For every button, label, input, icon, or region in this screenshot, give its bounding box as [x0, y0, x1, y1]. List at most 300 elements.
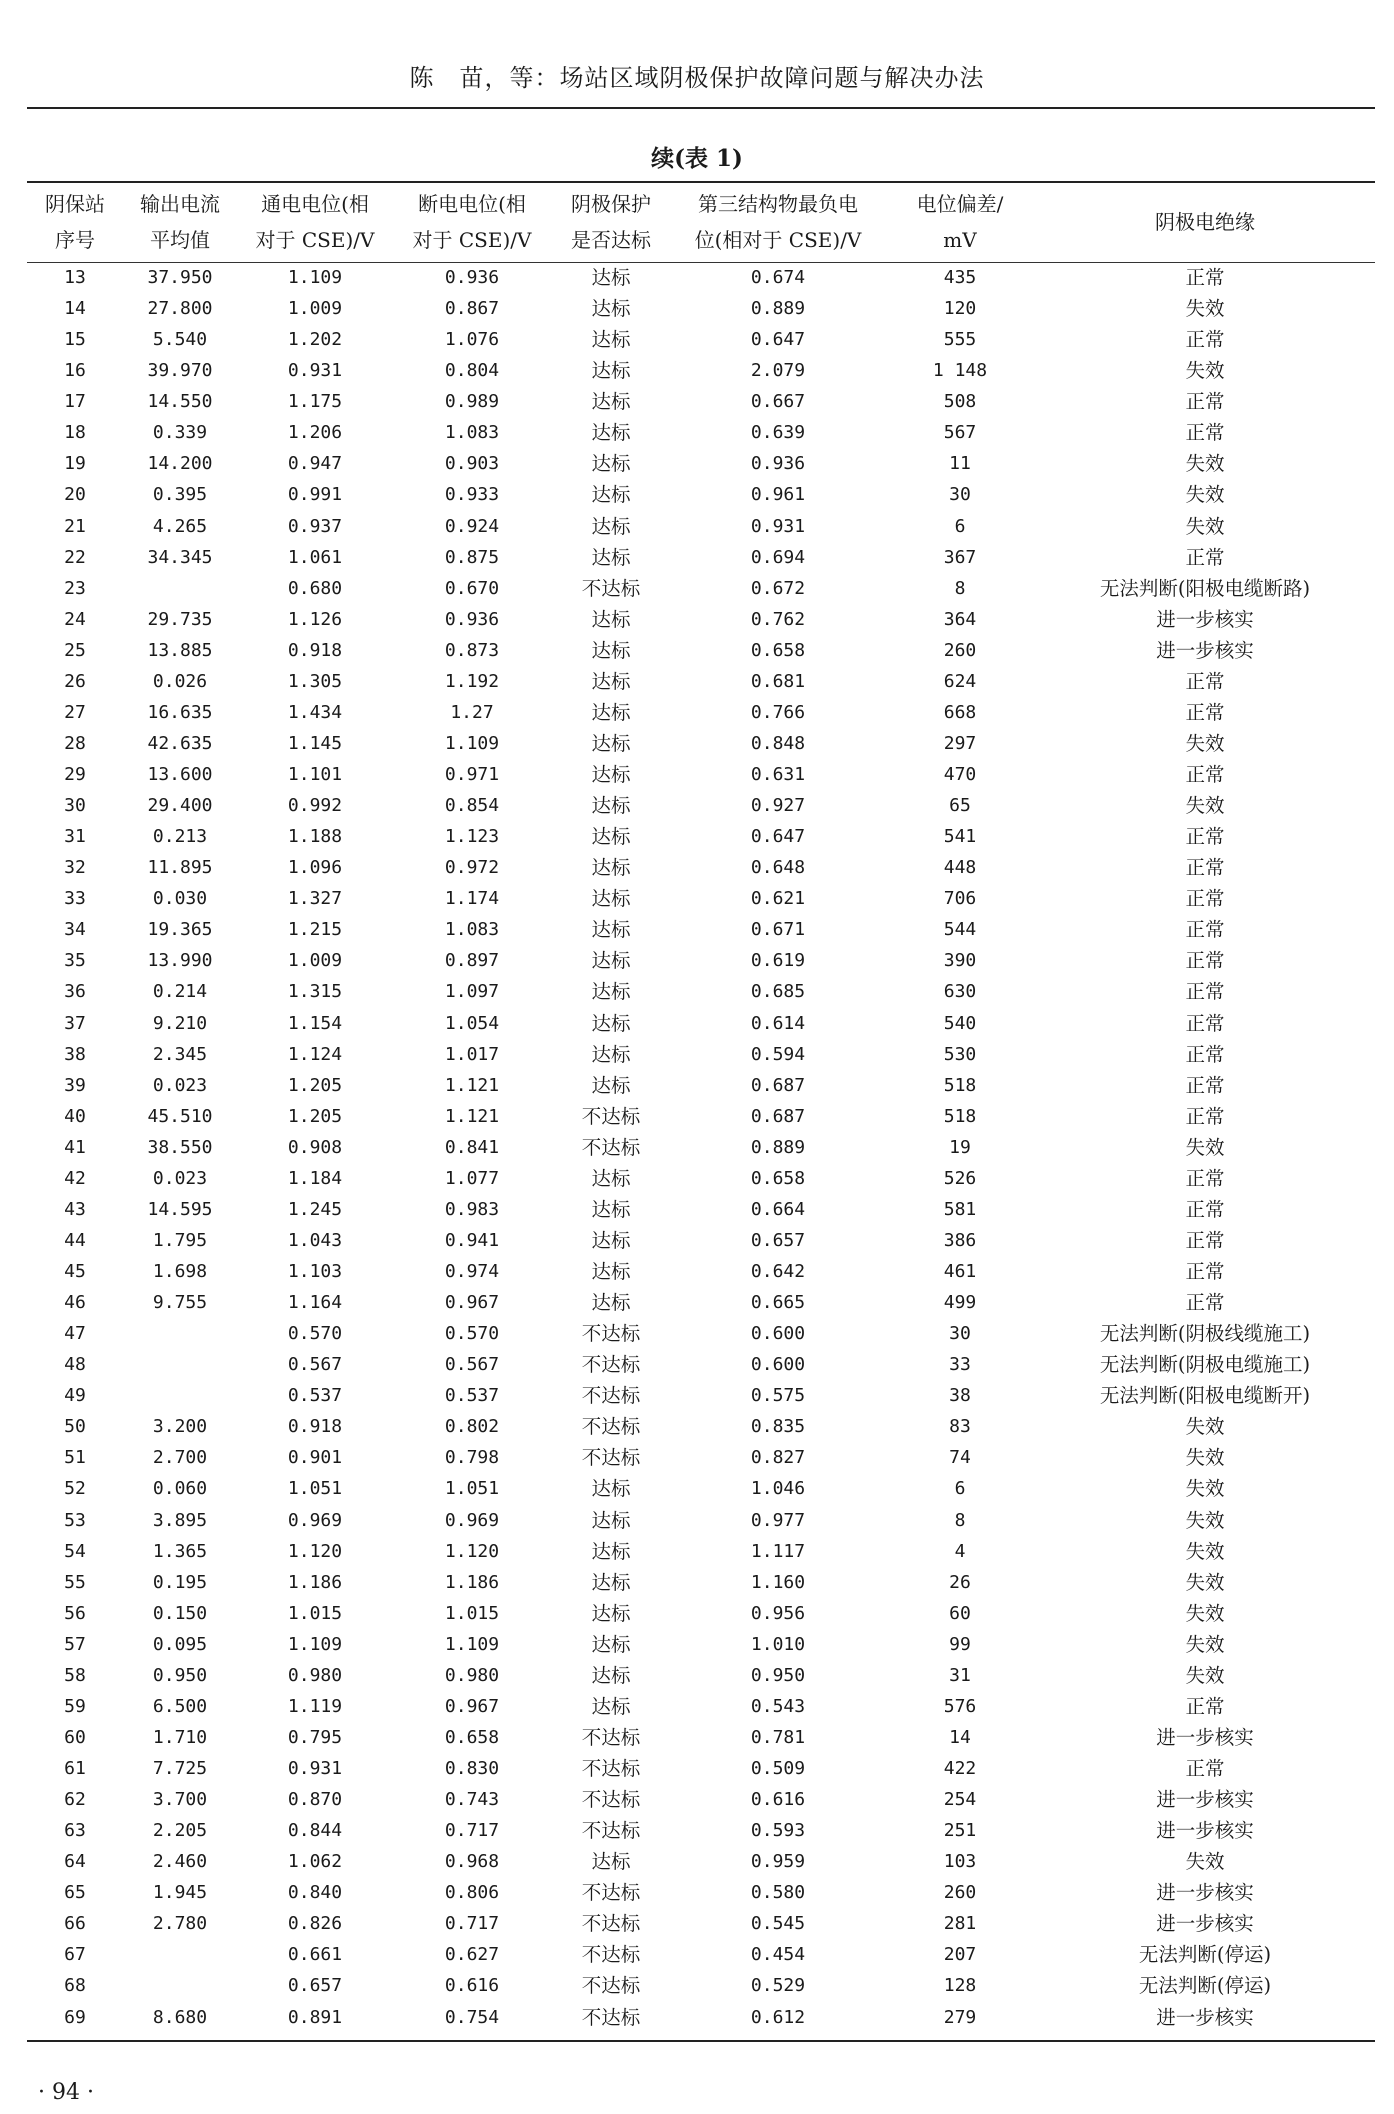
table-row [27, 1132, 1375, 1163]
table-cell: 1.121 [444, 1105, 500, 1127]
table-cell: 518 [943, 1105, 977, 1127]
table-cell: 正常 [1185, 825, 1225, 849]
table-cell: 0.631 [750, 764, 806, 786]
table-cell: 达标 [591, 266, 631, 290]
table-cell: 正常 [1185, 1104, 1225, 1128]
table-cell: 21 [64, 515, 86, 537]
table-cell: 0.694 [750, 546, 806, 568]
table-cell: 1.205 [287, 1074, 343, 1096]
table-row [27, 728, 1375, 759]
table-row [27, 355, 1375, 386]
table-cell: 失效 [1185, 1632, 1225, 1656]
table-cell: 0.667 [750, 391, 806, 413]
table-cell: 0.992 [287, 795, 343, 817]
table-cell: 0.901 [287, 1447, 343, 1469]
table-cell: 13.990 [147, 950, 213, 972]
table-cell: 38.550 [147, 1136, 213, 1158]
table-cell: 530 [943, 1043, 977, 1065]
table-cell: 0.980 [287, 1664, 343, 1686]
column-header-line2: 是否达标 [571, 228, 651, 252]
table-cell: 0.339 [152, 422, 208, 444]
table-cell: 进一步核实 [1156, 1881, 1254, 1905]
table-cell: 518 [943, 1074, 977, 1096]
table-cell: 不达标 [581, 1322, 641, 1346]
table-cell: 1.710 [152, 1726, 208, 1748]
table-cell: 15 [64, 329, 86, 351]
table-cell: 不达标 [581, 1912, 641, 1936]
table-cell: 53 [64, 1509, 86, 1531]
table-cell: 1.076 [444, 329, 500, 351]
table-cell: 42 [64, 1167, 86, 1189]
column-header-line1: 通电电位(相 [261, 192, 369, 216]
table-cell: 正常 [1185, 545, 1225, 569]
table-row [27, 1536, 1375, 1567]
table-cell: 0.802 [444, 1416, 500, 1438]
table-cell: 0.848 [750, 732, 806, 754]
table-cell: 6 [954, 1478, 966, 1500]
table-cell: 3.200 [152, 1416, 208, 1438]
table-cell: 0.827 [750, 1447, 806, 1469]
table-cell: 失效 [1185, 731, 1225, 755]
table-cell: 0.593 [750, 1820, 806, 1842]
table-row [27, 976, 1375, 1007]
table-cell: 30 [949, 1323, 971, 1345]
table-row [27, 1598, 1375, 1629]
table-cell: 0.961 [750, 484, 806, 506]
table-cell: 32 [64, 857, 86, 879]
table-row [27, 324, 1375, 355]
table-cell: 达标 [591, 1073, 631, 1097]
table-cell: 367 [943, 546, 977, 568]
table-cell: 0.969 [287, 1509, 343, 1531]
table-cell: 1.698 [152, 1261, 208, 1283]
table-cell: 0.648 [750, 857, 806, 879]
data-table [27, 182, 1375, 2033]
table-cell: 正常 [1185, 1228, 1225, 1252]
table-cell: 达标 [591, 1663, 631, 1687]
table-cell: 0.931 [750, 515, 806, 537]
table-cell: 0.627 [444, 1944, 500, 1966]
table-cell: 达标 [591, 1508, 631, 1532]
table-cell: 9.210 [152, 1012, 208, 1034]
table-cell: 不达标 [581, 1415, 641, 1439]
table-cell: 达标 [591, 918, 631, 942]
table-cell: 进一步核实 [1156, 1912, 1254, 1936]
table-cell: 0.766 [750, 701, 806, 723]
table-cell: 630 [943, 981, 977, 1003]
table-cell: 0.950 [750, 1664, 806, 1686]
table-cell: 达标 [591, 1570, 631, 1594]
table-cell: 0.950 [152, 1664, 208, 1686]
table-cell: 0.804 [444, 360, 500, 382]
table-cell: 失效 [1185, 483, 1225, 507]
table-cell: 59 [64, 1695, 86, 1717]
table-cell [123, 1349, 237, 1380]
table-cell: 失效 [1185, 514, 1225, 538]
table-cell: 0.658 [750, 1167, 806, 1189]
table-cell: 62 [64, 1789, 86, 1811]
table-row [27, 1225, 1375, 1256]
table-cell: 达标 [591, 794, 631, 818]
table-cell: 0.891 [287, 2006, 343, 2028]
table-cell: 83 [949, 1416, 971, 1438]
table-cell: 达标 [591, 1291, 631, 1315]
table-cell: 0.841 [444, 1136, 500, 1158]
table-cell: 1.109 [287, 1633, 343, 1655]
table-cell: 13.885 [147, 639, 213, 661]
column-header-line2: 对于 CSE)/V [412, 228, 532, 252]
table-cell: 正常 [1185, 421, 1225, 445]
table-cell: 失效 [1185, 1663, 1225, 1687]
table-cell: 508 [943, 391, 977, 413]
table-cell: 0.537 [287, 1385, 343, 1407]
table-cell: 0.687 [750, 1105, 806, 1127]
table-cell: 1.097 [444, 981, 500, 1003]
table-row [27, 666, 1375, 697]
table-cell: 0.971 [444, 764, 500, 786]
table-cell: 达标 [591, 856, 631, 880]
table-cell: 0.844 [287, 1820, 343, 1842]
table-row [27, 1691, 1375, 1722]
table-cell: 67 [64, 1944, 86, 1966]
table-cell: 正常 [1185, 1073, 1225, 1097]
table-cell: 55 [64, 1571, 86, 1593]
table-cell: 1.017 [444, 1043, 500, 1065]
table-cell: 进一步核实 [1156, 2005, 1254, 2029]
table-cell: 52 [64, 1478, 86, 1500]
table-cell: 达标 [591, 483, 631, 507]
table-row [27, 1070, 1375, 1101]
table-cell: 0.806 [444, 1882, 500, 1904]
table-cell: 正常 [1185, 1166, 1225, 1190]
table-cell: 0.781 [750, 1726, 806, 1748]
table-cell: 0.580 [750, 1882, 806, 1904]
column-header-line1: 电位偏差/ [916, 192, 1004, 216]
table-cell: 31 [64, 826, 86, 848]
table-cell: 65 [949, 795, 971, 817]
table-cell: 61 [64, 1758, 86, 1780]
table-cell: 386 [943, 1229, 977, 1251]
table-cell: 1.365 [152, 1540, 208, 1562]
table-cell: 0.600 [750, 1323, 806, 1345]
table-cell: 0.743 [444, 1789, 500, 1811]
column-header-line1: 阴保站 [45, 192, 105, 216]
table-row [27, 1567, 1375, 1598]
table-cell: 6.500 [152, 1695, 208, 1717]
table-cell: 46 [64, 1292, 86, 1314]
page-number: · 94 · [38, 2080, 94, 2105]
table-cell: 3.895 [152, 1509, 208, 1531]
table-row [27, 1939, 1375, 1970]
table-cell [123, 573, 237, 604]
table-cell: 0.989 [444, 391, 500, 413]
table-cell: 0.681 [750, 670, 806, 692]
table-cell: 18 [64, 422, 86, 444]
table-cell: 达标 [591, 638, 631, 662]
table-cell: 34.345 [147, 546, 213, 568]
table-cell: 254 [943, 1789, 977, 1811]
column-header-line2: mV [943, 228, 977, 252]
table-cell: 11.895 [147, 857, 213, 879]
table-cell: 1.123 [444, 826, 500, 848]
table-cell: 0.529 [750, 1975, 806, 1997]
table-cell: 0.826 [287, 1913, 343, 1935]
table-cell: 576 [943, 1695, 977, 1717]
table-cell: 0.830 [444, 1758, 500, 1780]
table-row [27, 883, 1375, 914]
column-header-line2: 平均值 [150, 228, 210, 252]
table-cell: 0.936 [750, 453, 806, 475]
table-cell: 达标 [591, 545, 631, 569]
table-cell: 0.687 [750, 1074, 806, 1096]
table-cell: 0.658 [444, 1726, 500, 1748]
table-cell: 0.657 [750, 1229, 806, 1251]
table-cell: 0.664 [750, 1198, 806, 1220]
table-cell: 不达标 [581, 1725, 641, 1749]
table-cell: 1.126 [287, 608, 343, 630]
table-cell: 422 [943, 1758, 977, 1780]
table-cell: 达标 [591, 980, 631, 1004]
table-cell: 达标 [591, 1477, 631, 1501]
table-cell: 1.327 [287, 888, 343, 910]
table-header-row [27, 182, 1375, 262]
table-row [27, 262, 1375, 293]
table-cell: 364 [943, 608, 977, 630]
table-cell: 0.903 [444, 453, 500, 475]
table-cell: 0.931 [287, 1758, 343, 1780]
table-cell: 失效 [1185, 1415, 1225, 1439]
table-cell: 正常 [1185, 887, 1225, 911]
table-cell: 进一步核实 [1156, 1788, 1254, 1812]
table-cell: 39.970 [147, 360, 213, 382]
table-row [27, 759, 1375, 790]
table-cell: 36 [64, 981, 86, 1003]
table-cell: 0.095 [152, 1633, 208, 1655]
table-cell: 28 [64, 732, 86, 754]
table-cell: 失效 [1185, 1135, 1225, 1159]
table-cell: 1.096 [287, 857, 343, 879]
table-cell: 不达标 [581, 1974, 641, 1998]
table-cell: 失效 [1185, 452, 1225, 476]
table-cell: 正常 [1185, 1197, 1225, 1221]
table-cell: 0.933 [444, 484, 500, 506]
table-row [27, 448, 1375, 479]
table-cell: 1.043 [287, 1229, 343, 1251]
table-cell: 失效 [1185, 1477, 1225, 1501]
table-cell: 失效 [1185, 1850, 1225, 1874]
table-cell: 进一步核实 [1156, 607, 1254, 631]
table-cell: 0.795 [287, 1726, 343, 1748]
table-cell: 0.395 [152, 484, 208, 506]
table-row [27, 1473, 1375, 1504]
table-cell: 0.936 [444, 608, 500, 630]
table-cell: 0.937 [287, 515, 343, 537]
table-cell: 达标 [591, 390, 631, 414]
table-cell: 正常 [1185, 1011, 1225, 1035]
table-row [27, 604, 1375, 635]
table-cell: 0.835 [750, 1416, 806, 1438]
table-cell: 0.639 [750, 422, 806, 444]
table-cell: 0.927 [750, 795, 806, 817]
table-cell: 达标 [591, 1850, 631, 1874]
table-cell: 0.661 [287, 1944, 343, 1966]
table-row [27, 1380, 1375, 1411]
table-cell: 达标 [591, 1694, 631, 1718]
table-cell: 0.854 [444, 795, 500, 817]
table-cell: 1.245 [287, 1198, 343, 1220]
table-cell: 0.195 [152, 1571, 208, 1593]
table-cell: 19.365 [147, 919, 213, 941]
table-cell: 470 [943, 764, 977, 786]
table-cell: 33 [64, 888, 86, 910]
table-cell: 2.780 [152, 1913, 208, 1935]
table-cell: 33 [949, 1354, 971, 1376]
table-cell: 207 [943, 1944, 977, 1966]
table-cell: 不达标 [581, 1104, 641, 1128]
table-cell: 0.873 [444, 639, 500, 661]
table-cell: 68 [64, 1975, 86, 1997]
table-cell: 22 [64, 546, 86, 568]
column-header-line2: 对于 CSE)/V [255, 228, 375, 252]
running-head: 陈 苗，等：场站区域阴极保护故障问题与解决办法 [409, 64, 985, 92]
table-cell: 1 148 [932, 360, 988, 382]
table-cell: 0.214 [152, 981, 208, 1003]
table-row [27, 479, 1375, 510]
table-cell: 251 [943, 1820, 977, 1842]
table-cell: 1.434 [287, 701, 343, 723]
table-cell: 14.550 [147, 391, 213, 413]
table-cell: 0.936 [444, 267, 500, 289]
table-cell: 1.109 [444, 1633, 500, 1655]
table-row [27, 1163, 1375, 1194]
table-cell: 0.991 [287, 484, 343, 506]
table-cell: 正常 [1185, 1694, 1225, 1718]
table-row [27, 417, 1375, 448]
table-cell: 37.950 [147, 267, 213, 289]
table-cell: 39 [64, 1074, 86, 1096]
table-cell: 60 [949, 1602, 971, 1624]
table-cell: 达标 [591, 452, 631, 476]
table-row [27, 1287, 1375, 1318]
table-cell: 0.980 [444, 1664, 500, 1686]
column-header-line1: 断电电位(相 [418, 192, 526, 216]
table-cell: 0.642 [750, 1261, 806, 1283]
table-cell: 60 [64, 1726, 86, 1748]
table-cell: 不达标 [581, 1881, 641, 1905]
table-cell: 0.543 [750, 1695, 806, 1717]
table-cell: 不达标 [581, 576, 641, 600]
table-cell: 0.614 [750, 1012, 806, 1034]
table-cell: 1.121 [444, 1074, 500, 1096]
table-cell: 1.083 [444, 422, 500, 444]
table-cell: 达标 [591, 1601, 631, 1625]
table-row [27, 945, 1375, 976]
column-header [551, 182, 671, 262]
table-cell: 1.315 [287, 981, 343, 1003]
table-row [27, 1349, 1375, 1380]
table-cell: 正常 [1185, 1260, 1225, 1284]
table-row [27, 1722, 1375, 1753]
table-cell: 正常 [1185, 763, 1225, 787]
column-header-line1: 阴极保护 [571, 192, 651, 216]
table-cell: 2.079 [750, 360, 806, 382]
column-header [885, 182, 1035, 262]
table-cell: 64 [64, 1851, 86, 1873]
table-cell: 8 [954, 1509, 966, 1531]
table-cell: 435 [943, 267, 977, 289]
table-row [27, 1505, 1375, 1536]
table-row [27, 1784, 1375, 1815]
table-cell: 不达标 [581, 1353, 641, 1377]
column-header [123, 182, 237, 262]
table-cell: 达标 [591, 328, 631, 352]
table-cell: 失效 [1185, 1508, 1225, 1532]
table-cell: 正常 [1185, 669, 1225, 693]
table-cell: 2.205 [152, 1820, 208, 1842]
table-cell [123, 1970, 237, 2001]
table-cell: 40 [64, 1105, 86, 1127]
table-cell: 69 [64, 2006, 86, 2028]
table-cell: 57 [64, 1633, 86, 1655]
table-cell: 3.700 [152, 1789, 208, 1811]
table-cell: 0.762 [750, 608, 806, 630]
table-cell: 0.612 [750, 2006, 806, 2028]
column-header [1035, 182, 1375, 262]
table-cell: 1.175 [287, 391, 343, 413]
table-cell: 29 [64, 764, 86, 786]
table-cell: 达标 [591, 607, 631, 631]
table-cell: 0.213 [152, 826, 208, 848]
table-cell: 1.186 [287, 1571, 343, 1593]
table-cell: 41 [64, 1136, 86, 1158]
table-cell: 正常 [1185, 1042, 1225, 1066]
table-cell: 27 [64, 701, 86, 723]
table-cell: 无法判断(阴极电缆施工) [1099, 1353, 1311, 1377]
table-row [27, 1039, 1375, 1070]
table-cell: 0.680 [287, 577, 343, 599]
table-cell: 103 [943, 1851, 977, 1873]
table-cell: 1.015 [287, 1602, 343, 1624]
table-cell: 0.959 [750, 1851, 806, 1873]
table-cell: 进一步核实 [1156, 638, 1254, 662]
table-cell: 29.400 [147, 795, 213, 817]
table-cell: 2.700 [152, 1447, 208, 1469]
table-cell: 进一步核实 [1156, 1819, 1254, 1843]
table-cell: 0.023 [152, 1074, 208, 1096]
table-cell: 1.117 [750, 1540, 806, 1562]
table-cell: 达标 [591, 887, 631, 911]
table-cell: 0.647 [750, 826, 806, 848]
table-cell: 0.967 [444, 1695, 500, 1717]
table-cell: 达标 [591, 297, 631, 321]
column-header [27, 182, 123, 262]
table-cell: 达标 [591, 1228, 631, 1252]
table-cell: 达标 [591, 700, 631, 724]
table-cell: 281 [943, 1913, 977, 1935]
table-cell: 0.685 [750, 981, 806, 1003]
table-cell: 0.670 [444, 577, 500, 599]
table-cell [123, 1939, 237, 1970]
table-cell: 20 [64, 484, 86, 506]
table-cell: 58 [64, 1664, 86, 1686]
table-cell: 65 [64, 1882, 86, 1904]
table-cell: 0.658 [750, 639, 806, 661]
table-cell: 0.798 [444, 1447, 500, 1469]
table-cell: 499 [943, 1292, 977, 1314]
table-cell: 30 [949, 484, 971, 506]
table-cell: 1.083 [444, 919, 500, 941]
table-cell: 1.192 [444, 670, 500, 692]
